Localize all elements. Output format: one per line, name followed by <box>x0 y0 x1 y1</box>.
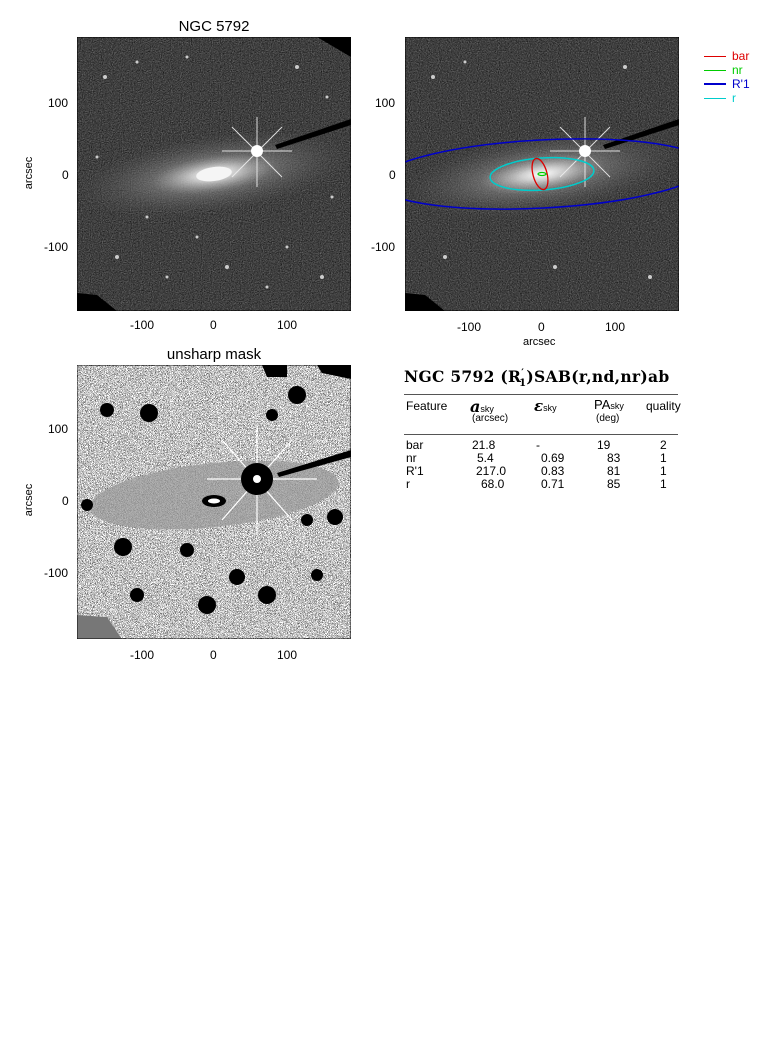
cell-quality: 1 <box>660 451 667 465</box>
cell-eps: 0.83 <box>541 464 565 478</box>
xtick-label: 100 <box>605 320 626 334</box>
cell-a: 5.4 <box>477 451 494 465</box>
cell-eps: - <box>536 438 540 452</box>
cell-feature: bar <box>406 438 424 452</box>
cell-eps: 0.69 <box>541 451 565 465</box>
table-title-prefix: NGC 5792 (R <box>404 367 522 386</box>
cell-quality: 1 <box>660 477 667 491</box>
xtick-label: 100 <box>277 318 298 332</box>
cell-pa: 83 <box>607 451 621 465</box>
cell-eps: 0.71 <box>541 477 565 491</box>
table-top-rule <box>404 394 678 395</box>
legend-label: nr <box>732 63 743 77</box>
ytick-label: -100 <box>44 566 69 580</box>
xtick-label: 100 <box>277 648 298 662</box>
header-pa-unit: (deg) <box>596 413 620 424</box>
panel-title-unsharp: unsharp mask <box>166 346 262 363</box>
cell-feature: r <box>406 477 410 491</box>
ytick-label: 0 <box>62 494 69 508</box>
table-title-suffix: )SAB(r,nd,nr)ab <box>526 367 670 386</box>
panel-title-image: NGC 5792 <box>178 18 250 35</box>
legend-label: bar <box>732 49 750 63</box>
y-axis-label: arcsec <box>23 483 36 517</box>
ellipse-overlay-panel <box>405 37 679 311</box>
ytick-label: 100 <box>48 96 69 110</box>
cell-quality: 1 <box>660 464 667 478</box>
ytick-label: 0 <box>389 168 396 182</box>
xtick-label: -100 <box>130 318 155 332</box>
header-quality: quality <box>646 399 681 413</box>
cell-quality: 2 <box>660 438 667 452</box>
table-header-rule <box>404 434 678 435</box>
ytick-label: 0 <box>62 168 69 182</box>
x-axis-label: arcsec <box>523 336 556 348</box>
legend-label: r <box>732 91 736 105</box>
legend-label: R'1 <box>732 77 750 91</box>
table-title-sub: 1 <box>519 378 527 390</box>
cell-a: 21.8 <box>472 438 496 452</box>
cell-a: 217.0 <box>476 464 507 478</box>
galaxy-image-panel <box>77 37 351 311</box>
y-axis-label: arcsec <box>23 156 36 190</box>
header-eps: εsky <box>534 397 557 415</box>
xtick-label: -100 <box>457 320 482 334</box>
xtick-label: 0 <box>538 320 545 334</box>
header-a: asky <box>470 397 494 416</box>
ytick-label: -100 <box>44 240 69 254</box>
xtick-label: -100 <box>130 648 155 662</box>
header-feature: Feature <box>406 399 448 413</box>
xtick-label: 0 <box>210 318 217 332</box>
ytick-label: 100 <box>375 96 396 110</box>
header-pa: PAsky <box>594 397 624 412</box>
cell-pa: 81 <box>607 464 621 478</box>
cell-pa: 85 <box>607 477 621 491</box>
cell-feature: R'1 <box>406 464 424 478</box>
header-a-unit: (arcsec) <box>472 413 509 424</box>
cell-feature: nr <box>406 451 417 465</box>
table-title-sup: ′ <box>521 367 525 379</box>
cell-pa: 19 <box>597 438 611 452</box>
table-title <box>404 367 669 389</box>
unsharp-mask-panel <box>77 365 351 639</box>
cell-a: 68.0 <box>481 477 505 491</box>
ytick-label: -100 <box>371 240 396 254</box>
ytick-label: 100 <box>48 422 69 436</box>
xtick-label: 0 <box>210 648 217 662</box>
